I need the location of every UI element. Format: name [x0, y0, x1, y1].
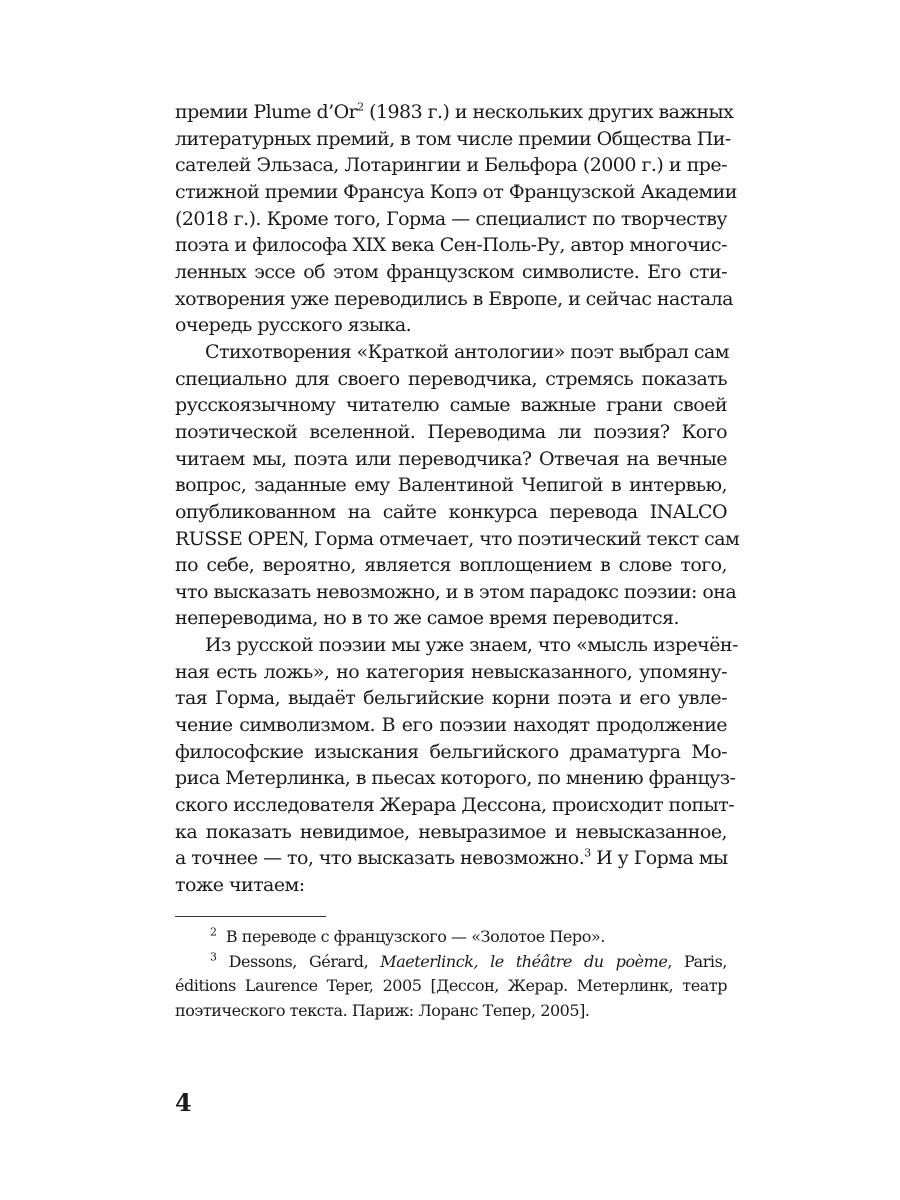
text-line: опубликованном на сайте конкурса перевода INALCO	[175, 500, 727, 523]
text-line: читаем мы, поэта или переводчика? Отвечая на вечные	[175, 447, 727, 470]
text-line: сателей Эльзаса, Лотарингии и Бельфора (2000 г.) и пре-	[175, 154, 727, 177]
text-line: чение символизмом. В его поэзии находят продолжение	[175, 714, 727, 737]
text-line: литературных премий, в том числе премии Общества Пи-	[175, 127, 731, 150]
text-line: ная есть ложь», но категория невысказанного, упомяну-	[175, 660, 727, 683]
text-line: стижной премии Франсуа Копэ от Французской Академии	[175, 180, 737, 203]
text-line: тая Горма, выдаёт бельгийские корни поэта и его увле-	[175, 687, 727, 710]
text-line: по себе, вероятно, является воплощением в слове того,	[175, 554, 727, 577]
page-number: 4	[175, 1088, 192, 1117]
footnote-2: $^2$ В переводе с французского — «Золотое Перо».	[210, 925, 605, 946]
text-line: что высказать невозможно, и в этом парадокс поэзии: она	[175, 580, 737, 603]
footnotes	[175, 925, 727, 1023]
text-line: философские изыскания бельгийского драматурга Мо-	[175, 740, 727, 763]
text-line: вопрос, заданные ему Валентиной Чепигой в интервью,	[175, 474, 727, 497]
text-line: ского исследователя Жерара Дессона, происходит попыт-	[175, 794, 735, 817]
text-line: премии Plume d’Or$^2$ (1983 г.) и нескольких других важных	[175, 100, 734, 123]
footnote-3-line: éditions Laurence Teper, 2005 [Дессон, Жерар. Метерлинк, театр	[175, 976, 727, 995]
text-line: поэтической вселенной. Переводима ли поэзия? Кого	[175, 420, 727, 443]
text-line: очередь русского языка.	[175, 314, 412, 337]
footnote-3: $^3$ Dessons, Gérard, Maeterlinck, le théâtre du poème, Paris,	[210, 950, 727, 971]
text-line: тоже читаем:	[175, 874, 305, 897]
footnote-divider	[175, 916, 326, 917]
text-line: специально для своего переводчика, стремясь показать	[175, 367, 727, 390]
body-text	[175, 99, 740, 899]
text-line: поэта и философа XIX века Сен-Поль-Ру, автор многочис-	[175, 234, 727, 257]
text-line: RUSSE OPEN, Горма отмечает, что поэтический текст сам	[175, 527, 740, 550]
text-line: ка показать невидимое, невыразимое и невысказанное,	[175, 820, 727, 843]
text-line: риса Метерлинка, в пьесах которого, по мнению француз-	[175, 767, 736, 790]
text-line: а точнее — то, что высказать невозможно.$^3$ И у Горма мы	[175, 847, 728, 870]
text-line: русскоязычному читателю самые важные грани своей	[175, 394, 727, 417]
text-line: (2018 г.). Кроме того, Горма — специалист по творчеству	[175, 207, 727, 230]
text-line: Из русской поэзии мы уже знаем, что «мысль изречён-	[205, 634, 738, 657]
footnote-3-line: поэтического текста. Париж: Лоранс Тепер, 2005].	[175, 1000, 590, 1020]
footnote-ref[interactable]: 2	[357, 100, 364, 114]
text-line: ленных эссе об этом французском символисте. Его сти-	[175, 260, 727, 283]
text-line: непереводима, но в то же самое время переводится.	[175, 607, 679, 630]
text-line: Стихотворения «Краткой антологии» поэт выбрал сам	[205, 340, 729, 363]
text-line: хотворения уже переводились в Европе, и сейчас настала	[175, 287, 733, 310]
footnote-ref[interactable]: 3	[584, 847, 591, 861]
